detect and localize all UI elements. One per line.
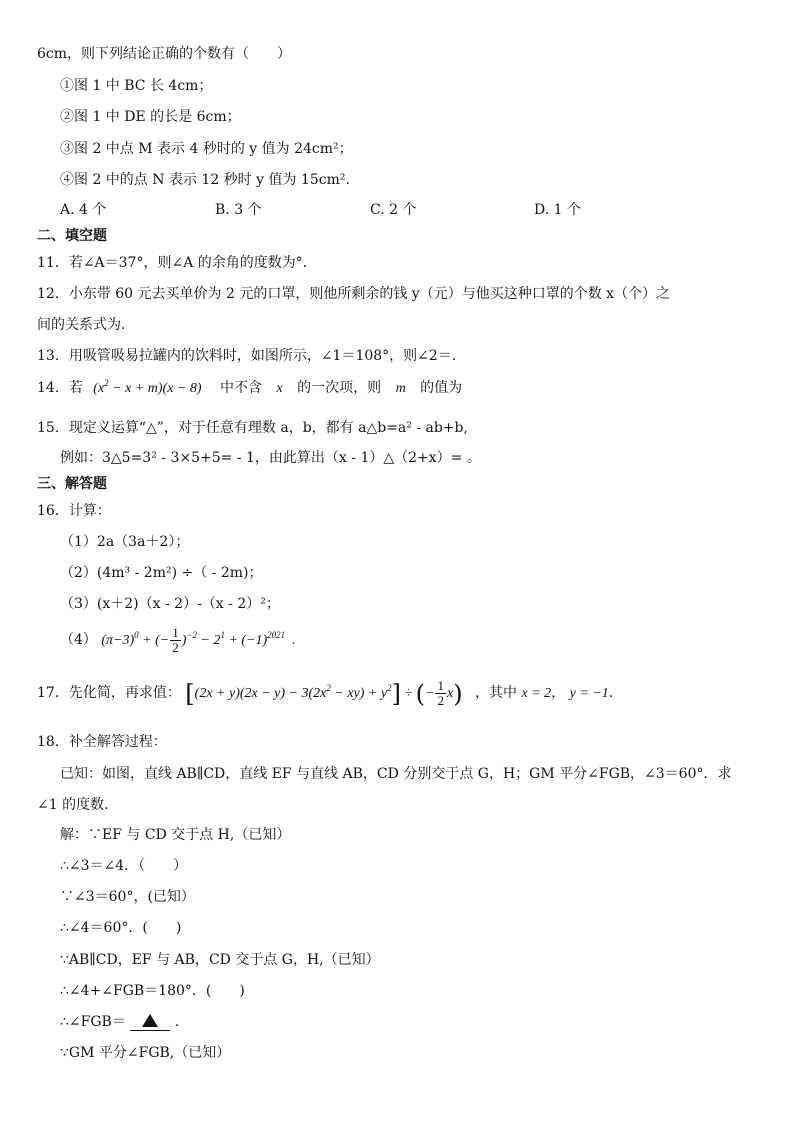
q11: 11．若∠A＝37°，则∠A 的余角的度数为°． — [37, 255, 317, 271]
q16-item-1: （1）2a（3a＋2）； — [60, 534, 190, 550]
q10-statement-4: ④图 2 中的点 N 表示 12 秒时 y 值为 15cm². — [60, 172, 350, 188]
q18-given-line-2: ∠1 的度数. — [37, 797, 109, 813]
q14 — [37, 378, 462, 399]
q18-step-7-suffix: . — [174, 1014, 180, 1030]
q18-step-7 — [60, 1012, 179, 1032]
q10-option-c: C. 2 个 — [370, 202, 417, 218]
q10-statement-3: ③图 2 中点 M 表示 4 秒时的 y 值为 24cm²； — [60, 141, 353, 157]
answer-blank — [130, 1014, 170, 1031]
q16-item-4-label: （4） — [60, 632, 97, 648]
q14-suffix: 的值为 — [420, 380, 463, 396]
q10-statement-2: ②图 1 中 DE 的长是 6cm； — [60, 109, 241, 125]
q12-line-1: 12．小东带 60 元去买单价为 2 元的口罩，则他所剩余的钱 y（元）与他买这种口罩的个数 x（个）之 — [37, 286, 671, 302]
q16-item-4-expression: $(\pi-3)^0$ + (− $\frac{1}{2}$ )$^{-2} - 2^1 + (-1)^{2021}$ . — [101, 625, 296, 656]
q10-stem-end: 6cm，则下列结论正确的个数有（ ） — [37, 46, 292, 62]
q18-step-8: ∵GM 平分∠FGB,（已知） — [60, 1045, 231, 1061]
q18-step-1: 解：∵EF 与 CD 交于点 H,（已知） — [60, 827, 291, 843]
q17-condition-x: x = 2 — [521, 686, 552, 701]
q17 — [37, 678, 613, 709]
q18-step-5: ∵AB∥CD，EF 与 AB，CD 交于点 G，H,（已知） — [60, 952, 380, 968]
q16-item-3: （3）(x＋2)（x - 2）-（x - 2）²； — [60, 596, 280, 612]
q18-step-2: ∴∠3＝∠4．（ ） — [60, 858, 188, 874]
q18-title: 18．补全解答过程： — [37, 734, 167, 750]
q14-prefix: 14．若 — [37, 380, 83, 396]
q17-period: . — [608, 685, 614, 701]
q10-statement-1: ①图 1 中 BC 长 4cm； — [60, 78, 213, 94]
q15-line-2: 例如：3△5=3² - 3×5+5= - 1，由此算出（x - 1）△（2+x）= 。 — [60, 450, 481, 466]
q17-comma: ， — [551, 685, 566, 701]
q10-option-d: D. 1 个 — [534, 202, 581, 218]
q16-item-2: （2）(4m³ - 2m²) ÷（ - 2m)； — [60, 565, 263, 581]
q17-expression: $[(2x + y)(2x - y) - 3(2x^2 - xy) + y^2]$ ÷ (− $\frac{1}{2}$ x) — [185, 678, 463, 709]
q18-step-3: ∵∠3＝60°，(已知） — [60, 889, 195, 905]
q17-where: ，其中 — [475, 685, 518, 701]
q18-step-4: ∴∠4＝60°．( ) — [60, 920, 182, 936]
q18-step-6: ∴∠4+∠FGB＝180°．( ) — [60, 983, 245, 999]
q17-prefix: 17．先化简，再求值： — [37, 685, 181, 701]
section-3-heading: 三、解答题 — [37, 476, 107, 492]
q13: 13．用吸管吸易拉罐内的饮料时，如图所示，∠1＝108°，则∠2＝. — [37, 348, 457, 364]
q18-given-line-1: 已知：如图，直线 AB∥CD，直线 EF 与直线 AB，CD 分别交于点 G，H；GM 平分∠FGB，∠3＝60°．求 — [60, 766, 732, 782]
q10-option-a: A. 4 个 — [60, 202, 107, 218]
q16-title: 16．计算： — [37, 503, 111, 519]
q17-condition-y: y = −1 — [569, 686, 609, 701]
q14-mid: 中不含 — [220, 380, 262, 396]
q14-expression: $(x^2 - x + m)(x - 8)$ — [93, 378, 202, 396]
q12-line-2: 间的关系式为. — [37, 317, 126, 333]
q16-item-4 — [60, 625, 296, 656]
q18-step-7-prefix: ∴∠FGB＝ — [60, 1014, 126, 1030]
q14-var-m: m — [395, 381, 406, 396]
q14-mid2: 的一次项，则 — [297, 380, 382, 396]
q14-var-x: x — [276, 381, 283, 396]
section-2-heading: 二、填空题 — [37, 228, 107, 244]
triangle-icon — [142, 1014, 158, 1027]
q15-line-1: 15．现定义运算“△”，对于任意有理数 a，b，都有 a△b=a² - ab+b, — [37, 420, 468, 436]
q10-option-b: B. 3 个 — [215, 202, 262, 218]
